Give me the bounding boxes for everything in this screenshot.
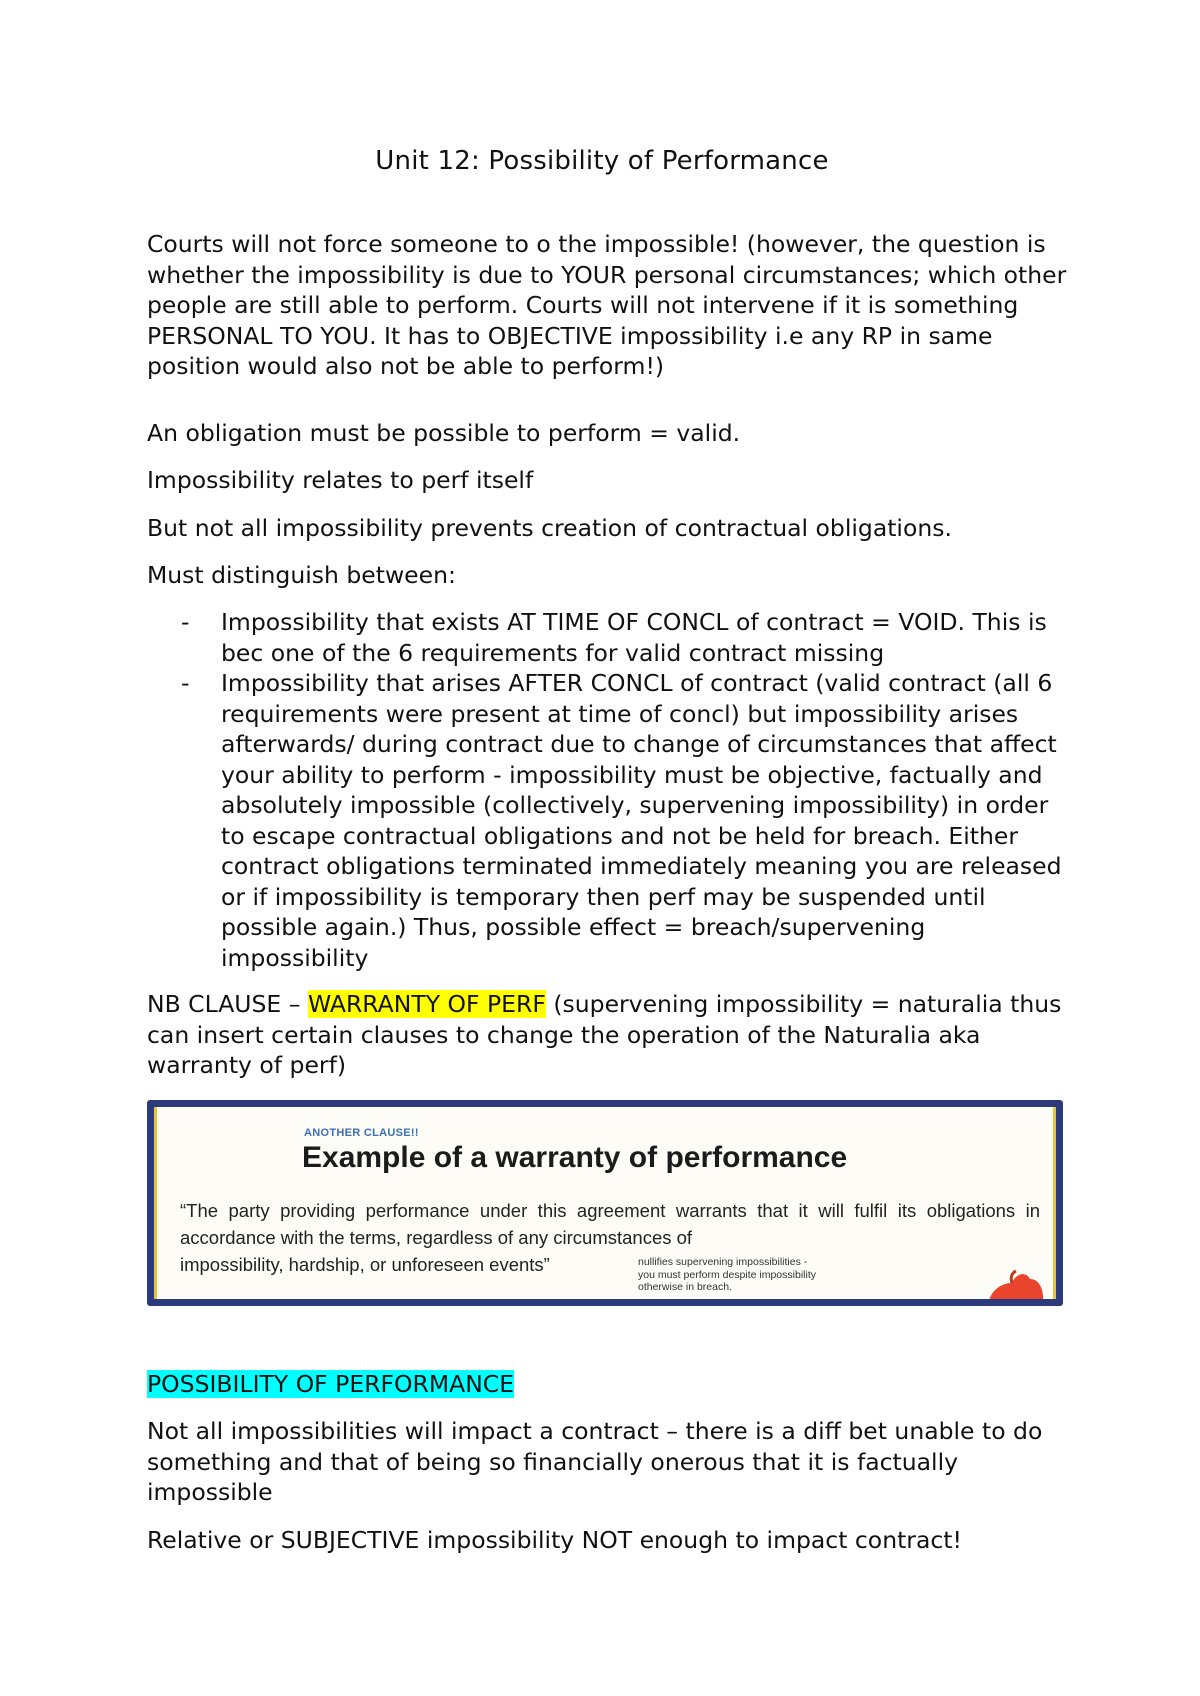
note-line: nullifies supervening impossibilities -: [638, 1256, 808, 1268]
note-line: otherwise in breach.: [638, 1281, 732, 1293]
slide-heading: Example of a warranty of performance: [302, 1141, 848, 1174]
slide-kicker: ANOTHER CLAUSE!!: [304, 1127, 419, 1139]
nb-clause-rest: (supervening impossibility = naturalia thus can insert certain clauses to change the operation of the Naturalia aka warranty of perf): [147, 990, 1062, 1079]
note-line: you must perform despite impossibility: [638, 1268, 816, 1281]
warranty-example-slide: [147, 1100, 1063, 1306]
impossibility-list: [147, 607, 1067, 973]
list-item: [147, 668, 1067, 973]
list-item-text: Impossibility that exists AT TIME OF CONCL of contract = VOID. This is bec one of the 6 requirements for valid contract missing: [221, 608, 1047, 667]
slide-quote: [180, 1197, 1040, 1278]
list-item-text: Impossibility that arises AFTER CONCL of contract (valid contract (all 6 requirements were present at time of concl) but impossibility arises afterwards/ during contract due to change of circumstances that affect your ability to perform - impossibility must be objective, factually and absolutely impossible (collectively, supervening impossibility) in order to escape contractual obligations and not be held for breach. Either contract obligations terminated immediately meaning you are released or if impossibility is temporary then perf may be suspended until possible again.) Thus, possible effect = breach/supervening impossibility: [221, 669, 1062, 972]
distinguish-paragraph: Must distinguish between:: [147, 561, 456, 589]
section2-heading-highlight: POSSIBILITY OF PERFORMANCE: [147, 1370, 515, 1398]
list-item: [147, 607, 1067, 668]
validity-paragraph: An obligation must be possible to perform = valid.: [147, 419, 741, 447]
not-all-paragraph: But not all impossibility prevents creation of contractual obligations.: [147, 514, 952, 542]
list-bullet: -: [181, 608, 190, 636]
section2-heading: [147, 1369, 1067, 1400]
decorative-mascot-icon: [982, 1269, 1048, 1306]
section2-paragraph-2: Relative or SUBJECTIVE impossibility NOT enough to impact contract!: [147, 1526, 962, 1554]
warranty-highlight: WARRANTY OF PERF: [307, 990, 546, 1018]
slide-quote-main: “The party providing performance under this agreement warrants that it will fulfil its obligations in accordance with the terms, regardless of any circumstances of: [180, 1200, 1040, 1248]
perf-itself-paragraph: Impossibility relates to perf itself: [147, 466, 534, 494]
list-bullet: -: [181, 669, 190, 697]
nb-clause-prefix: NB CLAUSE –: [147, 990, 308, 1018]
slide-handwritten-note: [638, 1256, 868, 1294]
slide-quote-last: impossibility, hardship, or unforeseen events”: [180, 1254, 550, 1275]
page-title: Unit 12: Possibility of Performance: [375, 146, 829, 176]
nb-clause-paragraph: [147, 989, 1067, 1081]
section2-paragraph-1: Not all impossibilities will impact a contract – there is a diff bet unable to do something and that of being so financially onerous that it is factually impossible: [147, 1417, 1043, 1506]
intro-paragraph: Courts will not force someone to o the impossible! (however, the question is whether the impossibility is due to YOUR personal circumstances; which other people are still able to perform. Courts will not intervene if it is something PERSONAL TO YOU. It has to OBJECTIVE impossibility i.e any RP in same position would also not be able to perform!): [147, 230, 1067, 380]
